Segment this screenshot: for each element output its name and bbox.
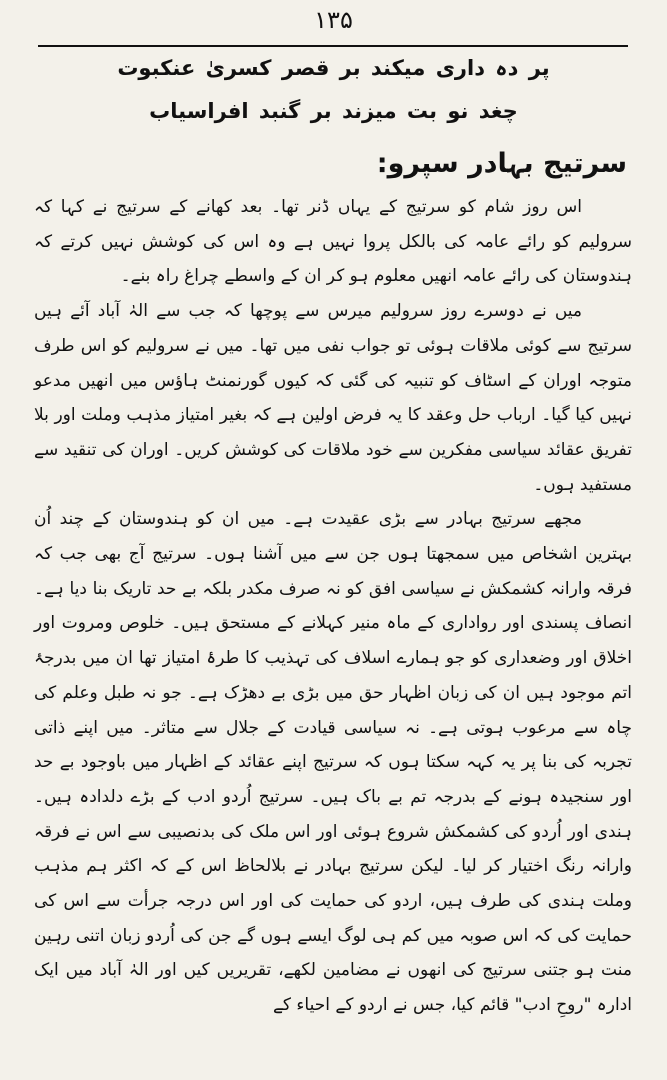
verse-line-2: چغد نو بت میزند بر گنبد افراسیاب	[149, 99, 518, 123]
paragraph: میں نے دوسرے روز سرولیم میرس سے پوچھا کہ جب سے الہٰ آباد آئے ہیں سرتیج سے کوئی ملاقات ہوئی تو جواب نفی میں تھا۔ میں نے سرولیم کو اس طرف متوجہ اوران کے اسٹاف کو تنبیہ کی گئی کہ کیوں گورنمنٹ ہاؤس میں انھیں مدعو نہیں کیا گیا۔ ارباب حل وعقد کا یہ فرض اولین ہے کہ بغیر امتیاز مذہب وملت اور بلا تفریق عقائد سیاسی مفکرین سے خود ملاقات کی کوشش کریں۔ اوران کی تنقید سے مستفید ہوں۔	[34, 301, 632, 495]
paragraph: اس روز شام کو سرتیج کے یہاں ڈنر تھا۔ بعد کھانے کے سرتیج نے کہا کہ سرولیم کو رائے عامہ کی بالکل پروا نہیں ہے وہ اس کی کوشش نہیں کرتے کہ ہندوستان کی رائے عامہ انھیں معلوم ہو کر ان کے واسطے چراغ راہ بنے۔	[34, 197, 632, 287]
section-heading: سرتیج بہادر سپرو:	[376, 148, 627, 179]
paragraph: مجھے سرتیج بہادر سے بڑی عقیدت ہے۔ میں ان کو ہندوستان کے چند اُن بہترین اشخاص میں سمجھتا ہوں جن سے میں آشنا ہوں۔ سرتیج آج بھی جب کہ فرقہ وارانہ کشمکش نے سیاسی افق کو نہ صرف مکدر بلکہ بے حد تاریک بنا دیا ہے۔ انصاف پسندی اور رواداری کے ماہ منیر کہلانے کے مستحق ہیں۔ خلوص ومروت اور اخلاق اور وضعداری کو جو ہمارے اسلاف کی تہذیب کا طرۂ امتیاز تھا ان میں بدرجۂ اتم موجود ہیں ان کی زبان اظہار حق میں بڑی بے دھڑک ہے۔ جو نہ طبل وعلم کی چاہ سے مرعوب ہوتی ہے۔ نہ سیاسی قیادت کے جلال سے متاثر۔ میں اپنے ذاتی تجربہ کی بنا پر یہ کہہ سکتا ہوں کہ سرتیج اپنے عقائد کے اظہار میں باوجود بے حد اور سنجیدہ ہونے کے بدرجہ تم بے باک ہیں۔ سرتیج اُردو ادب کے بڑے دلدادہ ہیں۔ ہندی اور اُردو کی کشمکش شروع ہوئی اور اس ملک کی بدنصیبی سے اس نے فرقہ وارانہ رنگ اختیار کر لیا۔ لیکن سرتیج بہادر نے بلالحاظ اس کے کہ اکثر ہم مذہب وملت ہندی کی طرف ہیں، اردو کی حمایت کی اور اس درجہ جرأت سے اس کی حمایت کی کہ اس صوبہ میں کم ہی لوگ ایسے ہوں گے جن کی اُردو زبان اتنی رہین منت ہو جتنی سرتیج کی انھوں نے مضامین لکھے، تقریریں کیں اور الہٰ آباد میں ایک ادارہ "روحِ ادب" قائم کیا، جس نے اردو کے احیاء کے	[34, 509, 632, 1016]
page-number: ۱۳۵	[314, 6, 353, 34]
body-text	[34, 190, 632, 1023]
verse-line-1: پر دہ داری میکند بر قصر کسریٰ عنکبوت	[117, 56, 550, 80]
header-rule	[38, 45, 628, 47]
